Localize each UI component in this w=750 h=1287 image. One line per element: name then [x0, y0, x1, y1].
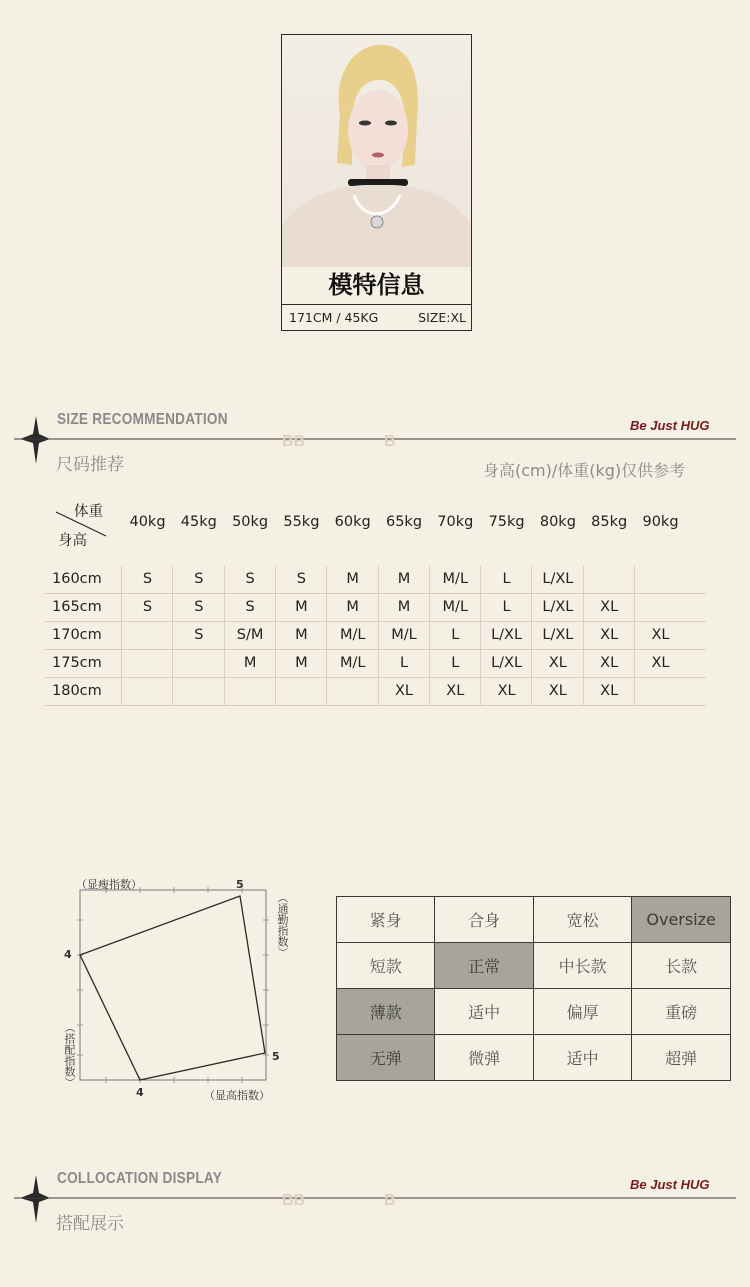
svg-text:B: B [384, 1192, 396, 1209]
radar-label-bottom: （显高指数） [204, 1089, 270, 1102]
table-row [44, 650, 706, 678]
size-cell: XL [600, 627, 619, 643]
model-meta [282, 304, 471, 330]
weight-header-cell: 75kg [488, 514, 525, 530]
weight-header-cell: 85kg [591, 514, 628, 530]
model-size: SIZE:XL [418, 310, 466, 325]
row-height-label: 165cm [52, 599, 102, 615]
fit-cell: 短款 [337, 943, 435, 989]
weight-header-cell: 90kg [642, 514, 679, 530]
size-cell: L [451, 655, 460, 671]
size-cell: L/XL [491, 655, 523, 671]
size-cell: XL [651, 655, 670, 671]
size-cell: M [397, 571, 411, 587]
sparkle-icon [20, 1175, 50, 1223]
cell-divider [634, 678, 635, 706]
model-stats: 171CM / 45KG [289, 310, 379, 325]
weight-header-cell: 50kg [232, 514, 269, 530]
fit-attribute-grid [336, 896, 731, 1081]
size-cell: M/L [442, 571, 469, 587]
weight-header-cell: 70kg [437, 514, 474, 530]
brand-logo: Be Just HUG [630, 1177, 710, 1192]
size-note: 身高(cm)/体重(kg)仅供参考 [483, 461, 686, 480]
size-cell: S [245, 571, 255, 587]
weight-header-row [122, 514, 712, 536]
table-row [44, 678, 706, 706]
svg-text:BB: BB [282, 433, 306, 450]
size-cell: XL [446, 683, 465, 699]
radar-score-left: 4 [64, 948, 72, 961]
size-cell: L/XL [491, 627, 523, 643]
cell-divider [326, 678, 327, 706]
fit-cell-selected: Oversize [632, 897, 731, 943]
size-cell: XL [548, 683, 567, 699]
size-cell: M [295, 627, 308, 643]
radar-label-top: （显瘦指数） [76, 878, 142, 891]
row-height-label: 170cm [52, 627, 102, 643]
size-cell: XL [394, 683, 413, 699]
corner-weight-label: 体重 [74, 504, 103, 520]
model-portrait-image [282, 35, 471, 267]
cell-divider [224, 678, 225, 706]
size-cell: M [346, 599, 359, 615]
weight-header-cell: 65kg [385, 514, 423, 530]
size-cell: M [346, 571, 359, 587]
cell-divider [172, 650, 173, 678]
fit-cell: 适中 [435, 989, 533, 1035]
weight-header-cell: 40kg [129, 514, 166, 530]
weight-header-cell: 55kg [283, 514, 320, 530]
size-title-zh: 尺码推荐 [56, 455, 124, 475]
size-cell: M [397, 599, 411, 615]
size-cell: S [142, 599, 153, 615]
fit-cell-selected: 正常 [435, 943, 533, 989]
radar-label-right: （通勤指数） [276, 892, 289, 958]
weight-header-cell: 60kg [334, 514, 371, 530]
size-cell: S [194, 571, 204, 587]
radar-score-right: 5 [272, 1050, 280, 1063]
radar-polygon [80, 896, 265, 1080]
cell-divider [275, 678, 276, 706]
fit-cell: 适中 [533, 1035, 631, 1081]
size-cell: XL [600, 655, 619, 671]
size-cell: L/XL [542, 571, 574, 587]
cell-divider [121, 678, 122, 706]
fit-cell-selected: 薄款 [337, 989, 435, 1035]
fit-cell: 微弹 [435, 1035, 533, 1081]
size-cell: L [399, 655, 409, 671]
sparkle-icon [20, 416, 50, 464]
fit-row [337, 989, 731, 1035]
size-cell: L [502, 599, 511, 615]
fit-cell: 紧身 [337, 897, 435, 943]
size-cell: XL [548, 655, 567, 671]
size-cell: M [243, 655, 257, 671]
size-cell: M/L [442, 599, 469, 615]
svg-text:B: B [384, 433, 396, 450]
size-cell: S [142, 571, 153, 587]
size-cell: XL [600, 599, 619, 615]
size-cell: S [245, 599, 255, 615]
cell-divider [634, 594, 635, 622]
size-cell: L/XL [542, 627, 574, 643]
row-height-label: 175cm [52, 655, 102, 671]
fit-row [337, 1035, 731, 1081]
model-card [281, 34, 472, 331]
cell-divider [583, 566, 584, 594]
size-cell: M [295, 599, 308, 615]
size-cell: XL [600, 683, 619, 699]
table-row [44, 594, 706, 622]
cell-divider [121, 650, 122, 678]
size-cell: XL [651, 627, 670, 643]
fit-cell: 合身 [435, 897, 533, 943]
collocation-title-zh: 搭配展示 [56, 1214, 124, 1234]
size-cell: XL [497, 683, 516, 699]
fit-cell: 宽松 [533, 897, 631, 943]
size-cell: M/L [339, 655, 366, 671]
table-row [44, 622, 706, 650]
collocation-title-en: COLLOCATION DISPLAY [57, 1170, 223, 1187]
fit-cell-selected: 无弹 [337, 1035, 435, 1081]
size-cell: L [502, 571, 511, 587]
cell-divider [172, 678, 173, 706]
row-height-label: 160cm [52, 571, 102, 587]
weight-header-cell: 80kg [539, 514, 576, 530]
fit-row [337, 943, 731, 989]
size-title-en: SIZE RECOMMENDATION [57, 411, 228, 428]
brand-logo: Be Just HUG [630, 418, 710, 433]
cell-divider [634, 566, 635, 594]
fit-cell: 偏厚 [533, 989, 631, 1035]
size-cell: M/L [339, 627, 366, 643]
row-height-label: 180cm [52, 683, 102, 699]
size-cell: M [295, 655, 308, 671]
size-cell: S [296, 571, 306, 587]
fit-cell: 长款 [632, 943, 731, 989]
fit-cell: 中长款 [533, 943, 631, 989]
radar-score-top: 5 [236, 878, 244, 891]
fit-cell: 重磅 [632, 989, 731, 1035]
model-photo [282, 35, 471, 267]
size-cell: L [451, 627, 460, 643]
model-info-title: 模特信息 [328, 271, 425, 299]
size-cell: S [194, 627, 204, 643]
fit-row [337, 897, 731, 943]
size-cell: L/XL [542, 599, 574, 615]
weight-header-cell: 45kg [180, 514, 217, 530]
size-cell: M/L [391, 627, 417, 643]
size-cell: S [194, 599, 204, 615]
radar-score-bottom: 4 [136, 1086, 144, 1099]
radar-label-left: （搭配指数） [63, 1022, 76, 1088]
table-corner [54, 500, 114, 550]
svg-text:BB: BB [282, 1192, 306, 1209]
fit-cell: 超弹 [632, 1035, 731, 1081]
corner-height-label: 身高 [58, 533, 87, 549]
table-row [44, 566, 706, 594]
size-cell: S/M [236, 627, 264, 643]
cell-divider [121, 622, 122, 650]
fit-radar-chart [50, 870, 300, 1110]
